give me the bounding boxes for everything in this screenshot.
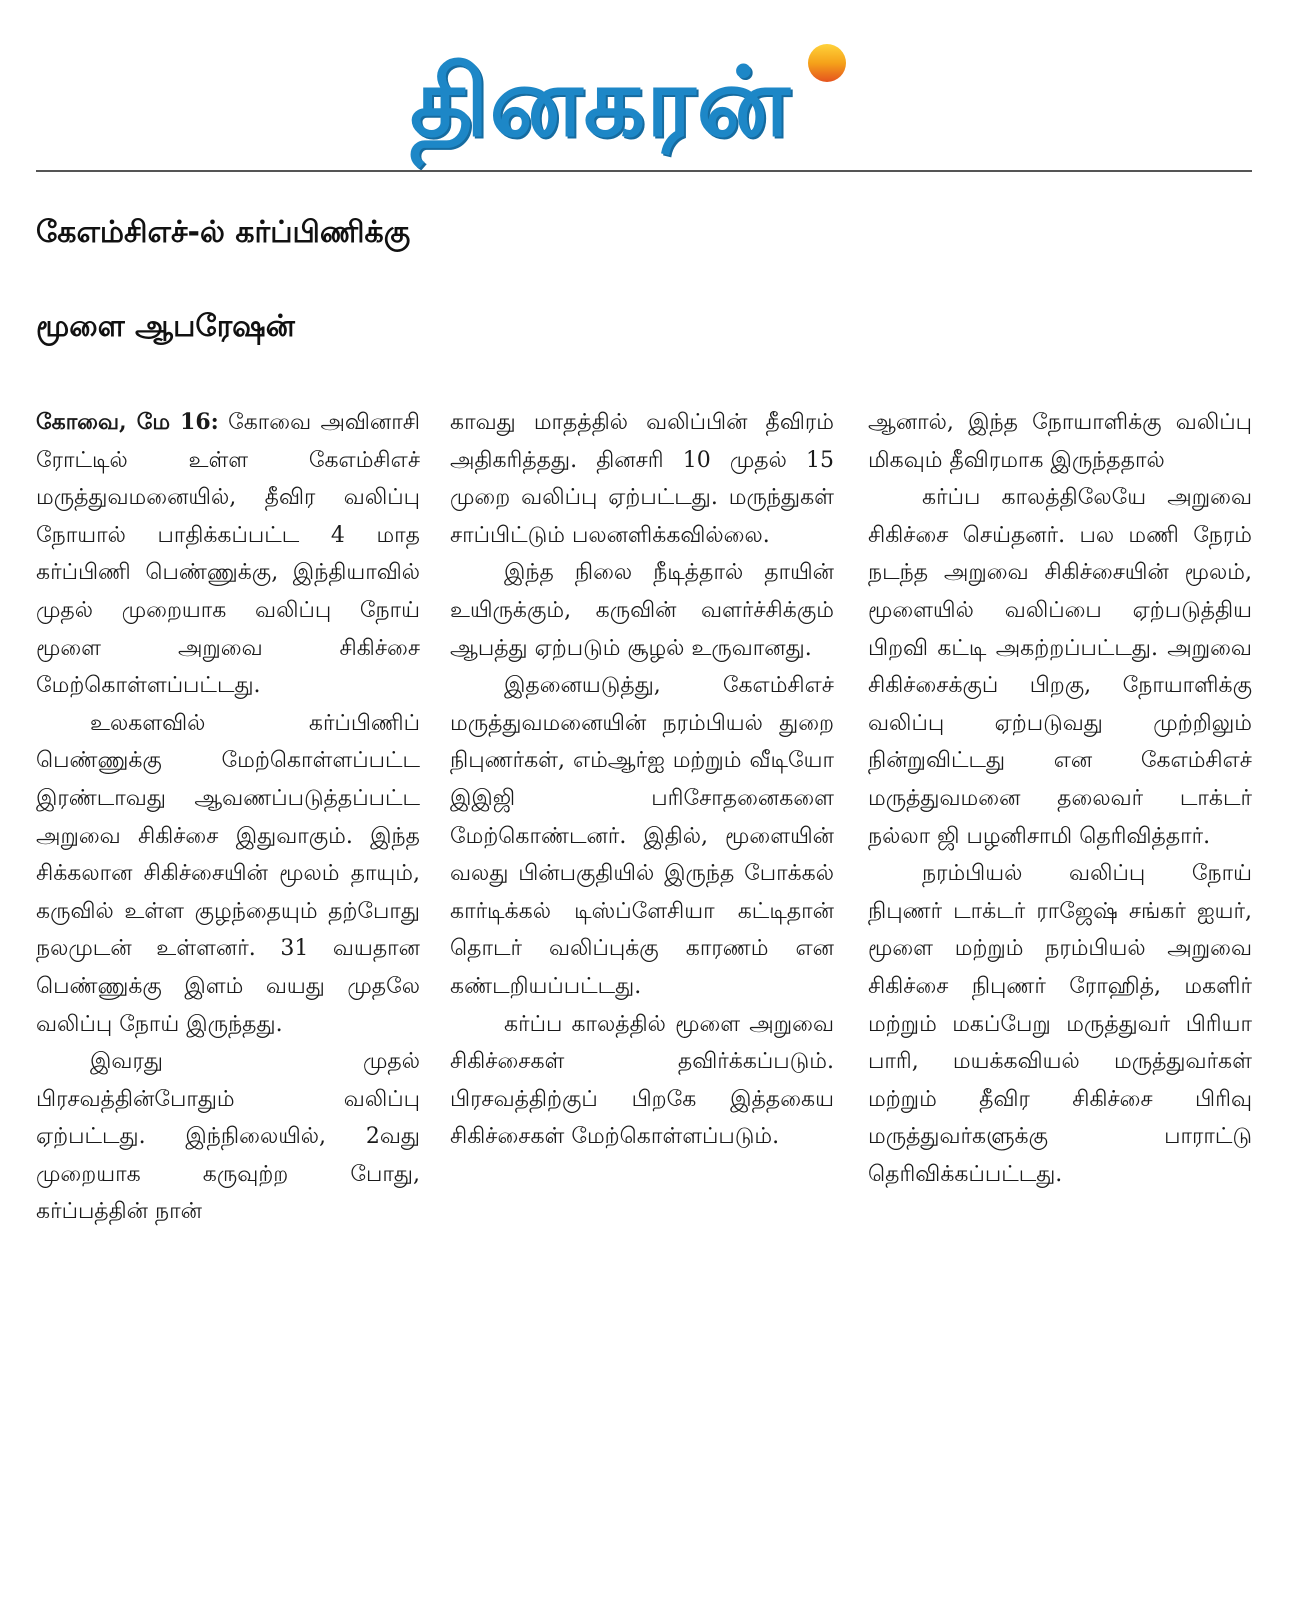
paragraph: காவது மாதத்தில் வலிப்பின் தீவிரம் அதிகரித்தது. தினசரி 10 முதல் 15 முறை வலிப்பு ஏற்பட்டது. மருந்துகள் சாப்பிட்டும் பலனளிக்கவில்லை. <box>450 410 834 548</box>
paragraph-text: கோவை அவினாசி ரோட்டில் உள்ள கேஎம்சிஎச் மருத்துவமனையில், தீவிர வலிப்பு நோயால் பாதிக்கப்பட்ட 4 மாத கர்ப்பிணி பெண்ணுக்கு, இந்தியாவில் முதல் முறையாக வலிப்பு நோய் மூளை அறுவை சிகிச்சை மேற்கொள்ளப்பட்டது. <box>36 410 420 699</box>
paragraph: ஆனால், இந்த நோயாளிக்கு வலிப்பு மிகவும் தீவிரமாக இருந்ததால் <box>868 410 1252 473</box>
headline-line-1: கேஎம்சிஎச்-ல் கர்ப்பிணிக்கு <box>36 215 411 250</box>
article-headline <box>36 186 1266 374</box>
sun-logo-icon <box>808 44 846 82</box>
paragraph: கர்ப்ப காலத்திலேயே அறுவை சிகிச்சை செய்தனர். பல மணி நேரம் நடந்த அறுவை சிகிச்சையின் மூலம், மூளையில் வலிப்பை ஏற்படுத்திய பிறவி கட்டி அகற்றப்பட்டது. அறுவை சிகிச்சைக்குப் பிறகு, நோயாளிக்கு வலிப்பு ஏற்படுவது முற்றிலும் நின்றுவிட்டது என கேஎம்சிஎச் மருத்துவமனை தலைவர் டாக்டர் நல்லா ஜி பழனிசாமி தெரிவித்தார். <box>868 485 1252 849</box>
paragraph <box>36 404 420 705</box>
masthead-divider <box>36 170 1252 172</box>
dateline: கோவை, மே 16: <box>36 409 219 435</box>
article-column-3 <box>868 404 1252 1584</box>
masthead <box>0 0 1315 172</box>
headline-line-2: மூளை ஆபரேஷன் <box>36 309 295 344</box>
paragraph: உலகளவில் கர்ப்பிணிப் பெண்ணுக்கு மேற்கொள்ளப்பட்ட இரண்டாவது ஆவணப்படுத்தப்பட்ட அறுவை சிகிச்சை இதுவாகும். இந்த சிக்கலான சிகிச்சையின் மூலம் தாயும், கருவில் உள்ள குழந்தையும் தற்போது நலமுடன் உள்ளனர். 31 வயதான பெண்ணுக்கு இளம் வயது முதலே வலிப்பு நோய் இருந்தது. <box>36 710 420 1037</box>
newspaper-logo: தினகரன் <box>410 46 791 158</box>
article-column-1 <box>36 404 420 1584</box>
paragraph: கர்ப்ப காலத்தில் மூளை அறுவை சிகிச்சைகள் தவிர்க்கப்படும். பிரசவத்திற்குப் பிறகே இத்தகைய சிகிச்சைகள் மேற்கொள்ளப்படும். <box>450 1011 834 1150</box>
article-column-2 <box>450 404 834 1584</box>
paragraph: நரம்பியல் வலிப்பு நோய் நிபுணர் டாக்டர் ராஜேஷ் சங்கர் ஐயர், மூளை மற்றும் நரம்பியல் அறுவை சிகிச்சை நிபுணர் ரோஹித், மகளிர் மற்றும் மகப்பேறு மருத்துவர் பிரியா பாரி, மயக்கவியல் மருத்துவர்கள் மற்றும் தீவிர சிகிச்சை பிரிவு மருத்துவர்களுக்கு பாராட்டு தெரிவிக்கப்பட்டது. <box>868 861 1252 1187</box>
paragraph: இவரது முதல் பிரசவத்தின்போதும் வலிப்பு ஏற்பட்டது. இந்நிலையில், 2வது முறையாக கருவுற்ற போது, கர்ப்பத்தின் நான் <box>36 1049 420 1225</box>
paragraph: இந்த நிலை நீடித்தால் தாயின் உயிருக்கும், கருவின் வளர்ச்சிக்கும் ஆபத்து ஏற்படும் சூழல் உருவானது. <box>450 560 834 661</box>
article-body <box>36 404 1258 1584</box>
paragraph: இதனையடுத்து, கேஎம்சிஎச் மருத்துவமனையின் நரம்பியல் துறை நிபுணர்கள், எம்ஆர்ஐ மற்றும் வீடியோ இஇஜி பரிசோதனைகளை மேற்கொண்டனர். இதில், மூளையின் வலது பின்பகுதியில் இருந்த போக்கல் கார்டிக்கல் டிஸ்ப்ளேசியா கட்டிதான் தொடர் வலிப்புக்கு காரணம் என கண்டறியப்பட்டது. <box>450 673 834 999</box>
